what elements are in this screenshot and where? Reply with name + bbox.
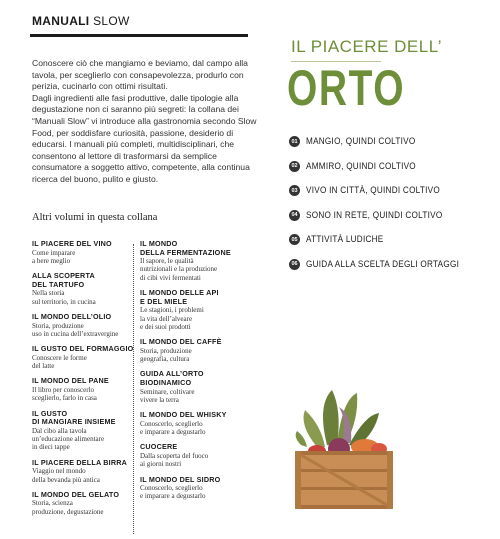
volume-title: CUOCERE	[140, 442, 178, 452]
collection-heading: Altri volumi in questa collana	[32, 212, 158, 223]
volume-title: IL MONDO DELLE API E DEL MIELE	[140, 288, 219, 306]
volume-item	[32, 345, 144, 370]
volume-subtitle: Nella storia sul territorio, in cucina	[32, 289, 96, 306]
volume-subtitle: Storia, produzione geografia, cultura	[140, 346, 192, 364]
volume-subtitle: Dalla scoperta del fuoco ai giorni nostri	[140, 451, 209, 469]
toc-label: SONO IN RETE, QUINDI COLTIVO	[306, 209, 443, 221]
column-divider	[133, 244, 134, 534]
volume-subtitle: Il libro per conoscerlo sceglierlo, farlo in casa	[32, 385, 97, 403]
series-brand: MANUALI	[32, 14, 90, 28]
volume-item	[140, 338, 252, 363]
toc-label: ATTIVITÀ LUDICHE	[306, 234, 384, 246]
volume-title: IL GUSTO DEL FORMAGGIO	[32, 344, 134, 354]
volume-title: IL MONDO DELL’OLIO	[32, 311, 112, 321]
intro-paragraph-2: Dagli ingredienti alle fasi produttive, dalle tipologie alla degustazione non ci saranno più segreti: la collana dei “Manuali Slow” vi introduce alla gastronomia secondo Slow Food, per soddisfare curiosità, passione, desiderio di educarsi. I manuali più completi, multidisciplinari, che consentono al lettore di trasformarsi da semplice consumatore a soggetto attivo, competente, alla continua ricerca del buono, pulito e giusto.	[32, 92, 257, 184]
volume-title: IL PIACERE DEL VINO	[32, 239, 112, 248]
volume-item	[140, 240, 252, 282]
book-kicker: IL PIACERE DELL’	[291, 37, 442, 56]
volume-title: IL MONDO DEL SIDRO	[140, 474, 221, 484]
volume-title: IL GUSTO DI MANGIARE INSIEME	[32, 408, 116, 427]
toc-number-icon: 06	[289, 259, 300, 270]
volume-item	[32, 240, 144, 265]
volume-item	[32, 313, 144, 338]
table-of-contents	[289, 133, 489, 281]
volume-item	[140, 289, 252, 331]
toc-item	[289, 133, 489, 150]
volume-subtitle: Seminare, coltivare vivere la terra	[140, 387, 195, 404]
volume-item	[140, 476, 252, 501]
book-title: ORTO	[287, 60, 406, 116]
vegetable-crate-icon	[287, 385, 402, 515]
toc-label: MANGIO, QUINDI COLTIVO	[306, 136, 416, 147]
series-header	[32, 14, 130, 28]
intro-paragraph-1: Conoscere ciò che mangiamo e beviamo, dal campo alla tavola, per sceglierlo con consapevolezza, produrlo con perizia, cucinarlo con ottimi risultati.	[32, 58, 248, 92]
volume-item	[32, 377, 144, 402]
volume-title: GUIDA ALL’ORTO BIODINAMICO	[140, 369, 204, 387]
volume-subtitle: Come imparare a bere meglio	[32, 248, 76, 265]
volume-item	[32, 491, 144, 516]
volume-subtitle: Conoscerlo, sceglierlo e imparare a degustarlo	[140, 484, 206, 501]
toc-number-icon: 04	[289, 210, 300, 221]
volume-subtitle: Viaggio nel mondo della bevanda più antica	[32, 467, 100, 484]
toc-item	[289, 256, 489, 273]
volume-item	[140, 443, 252, 468]
toc-number-icon: 02	[289, 161, 300, 172]
volume-item	[32, 410, 144, 452]
toc-label: VIVO IN CITTÀ, QUINDI COLTIVO	[306, 185, 440, 197]
collection-list-left	[32, 240, 144, 523]
top-divider	[30, 34, 248, 37]
volume-title: IL MONDO DEL GELATO	[32, 489, 120, 499]
volume-subtitle: Le stagioni, i problemi la vita dell’alveare e dei suoi prodotti	[140, 306, 204, 331]
toc-item	[289, 182, 489, 199]
toc-number-icon: 01	[289, 136, 300, 147]
volume-title: IL MONDO DELLA FERMENTAZIONE	[140, 239, 231, 257]
volume-title: IL PIACERE DELLA BIRRA	[32, 457, 128, 467]
volume-item	[140, 411, 252, 436]
volume-subtitle: Conoscerlo, sceglierlo e imparare a degustarlo	[140, 419, 206, 437]
collection-list-right	[140, 240, 252, 508]
volume-item	[140, 370, 252, 404]
volume-title: IL MONDO DEL WHISKY	[140, 410, 227, 420]
volume-item	[32, 459, 144, 484]
volume-subtitle: Il sapore, le qualità nutrizionali e la produzione di cibi vivi fermentati	[140, 257, 218, 282]
volume-title: IL MONDO DEL PANE	[32, 376, 109, 386]
toc-item	[289, 158, 489, 175]
toc-item	[289, 231, 489, 248]
series-name: SLOW	[89, 14, 130, 28]
volume-subtitle: Dal cibo alla tavola un’educazione alimentare in dieci tappe	[32, 426, 105, 452]
toc-number-icon: 05	[289, 234, 300, 245]
toc-label: AMMIRO, QUINDI COLTIVO	[306, 160, 416, 172]
toc-number-icon: 03	[289, 185, 300, 196]
volume-subtitle: Storia, produzione uso in cucina dell’extravergine	[32, 321, 119, 338]
toc-item	[289, 207, 489, 224]
volume-title: IL MONDO DEL CAFFÈ	[140, 337, 222, 347]
volume-subtitle: Storia, scienza produzione, degustazione	[32, 499, 104, 516]
volume-item	[32, 272, 144, 306]
toc-label: GUIDA ALLA SCELTA DEGLI ORTAGGI	[306, 258, 460, 270]
volume-title: ALLA SCOPERTA DEL TARTUFO	[32, 271, 95, 289]
intro-text	[32, 58, 257, 186]
volume-subtitle: Conoscere le forme del latte	[32, 353, 87, 371]
